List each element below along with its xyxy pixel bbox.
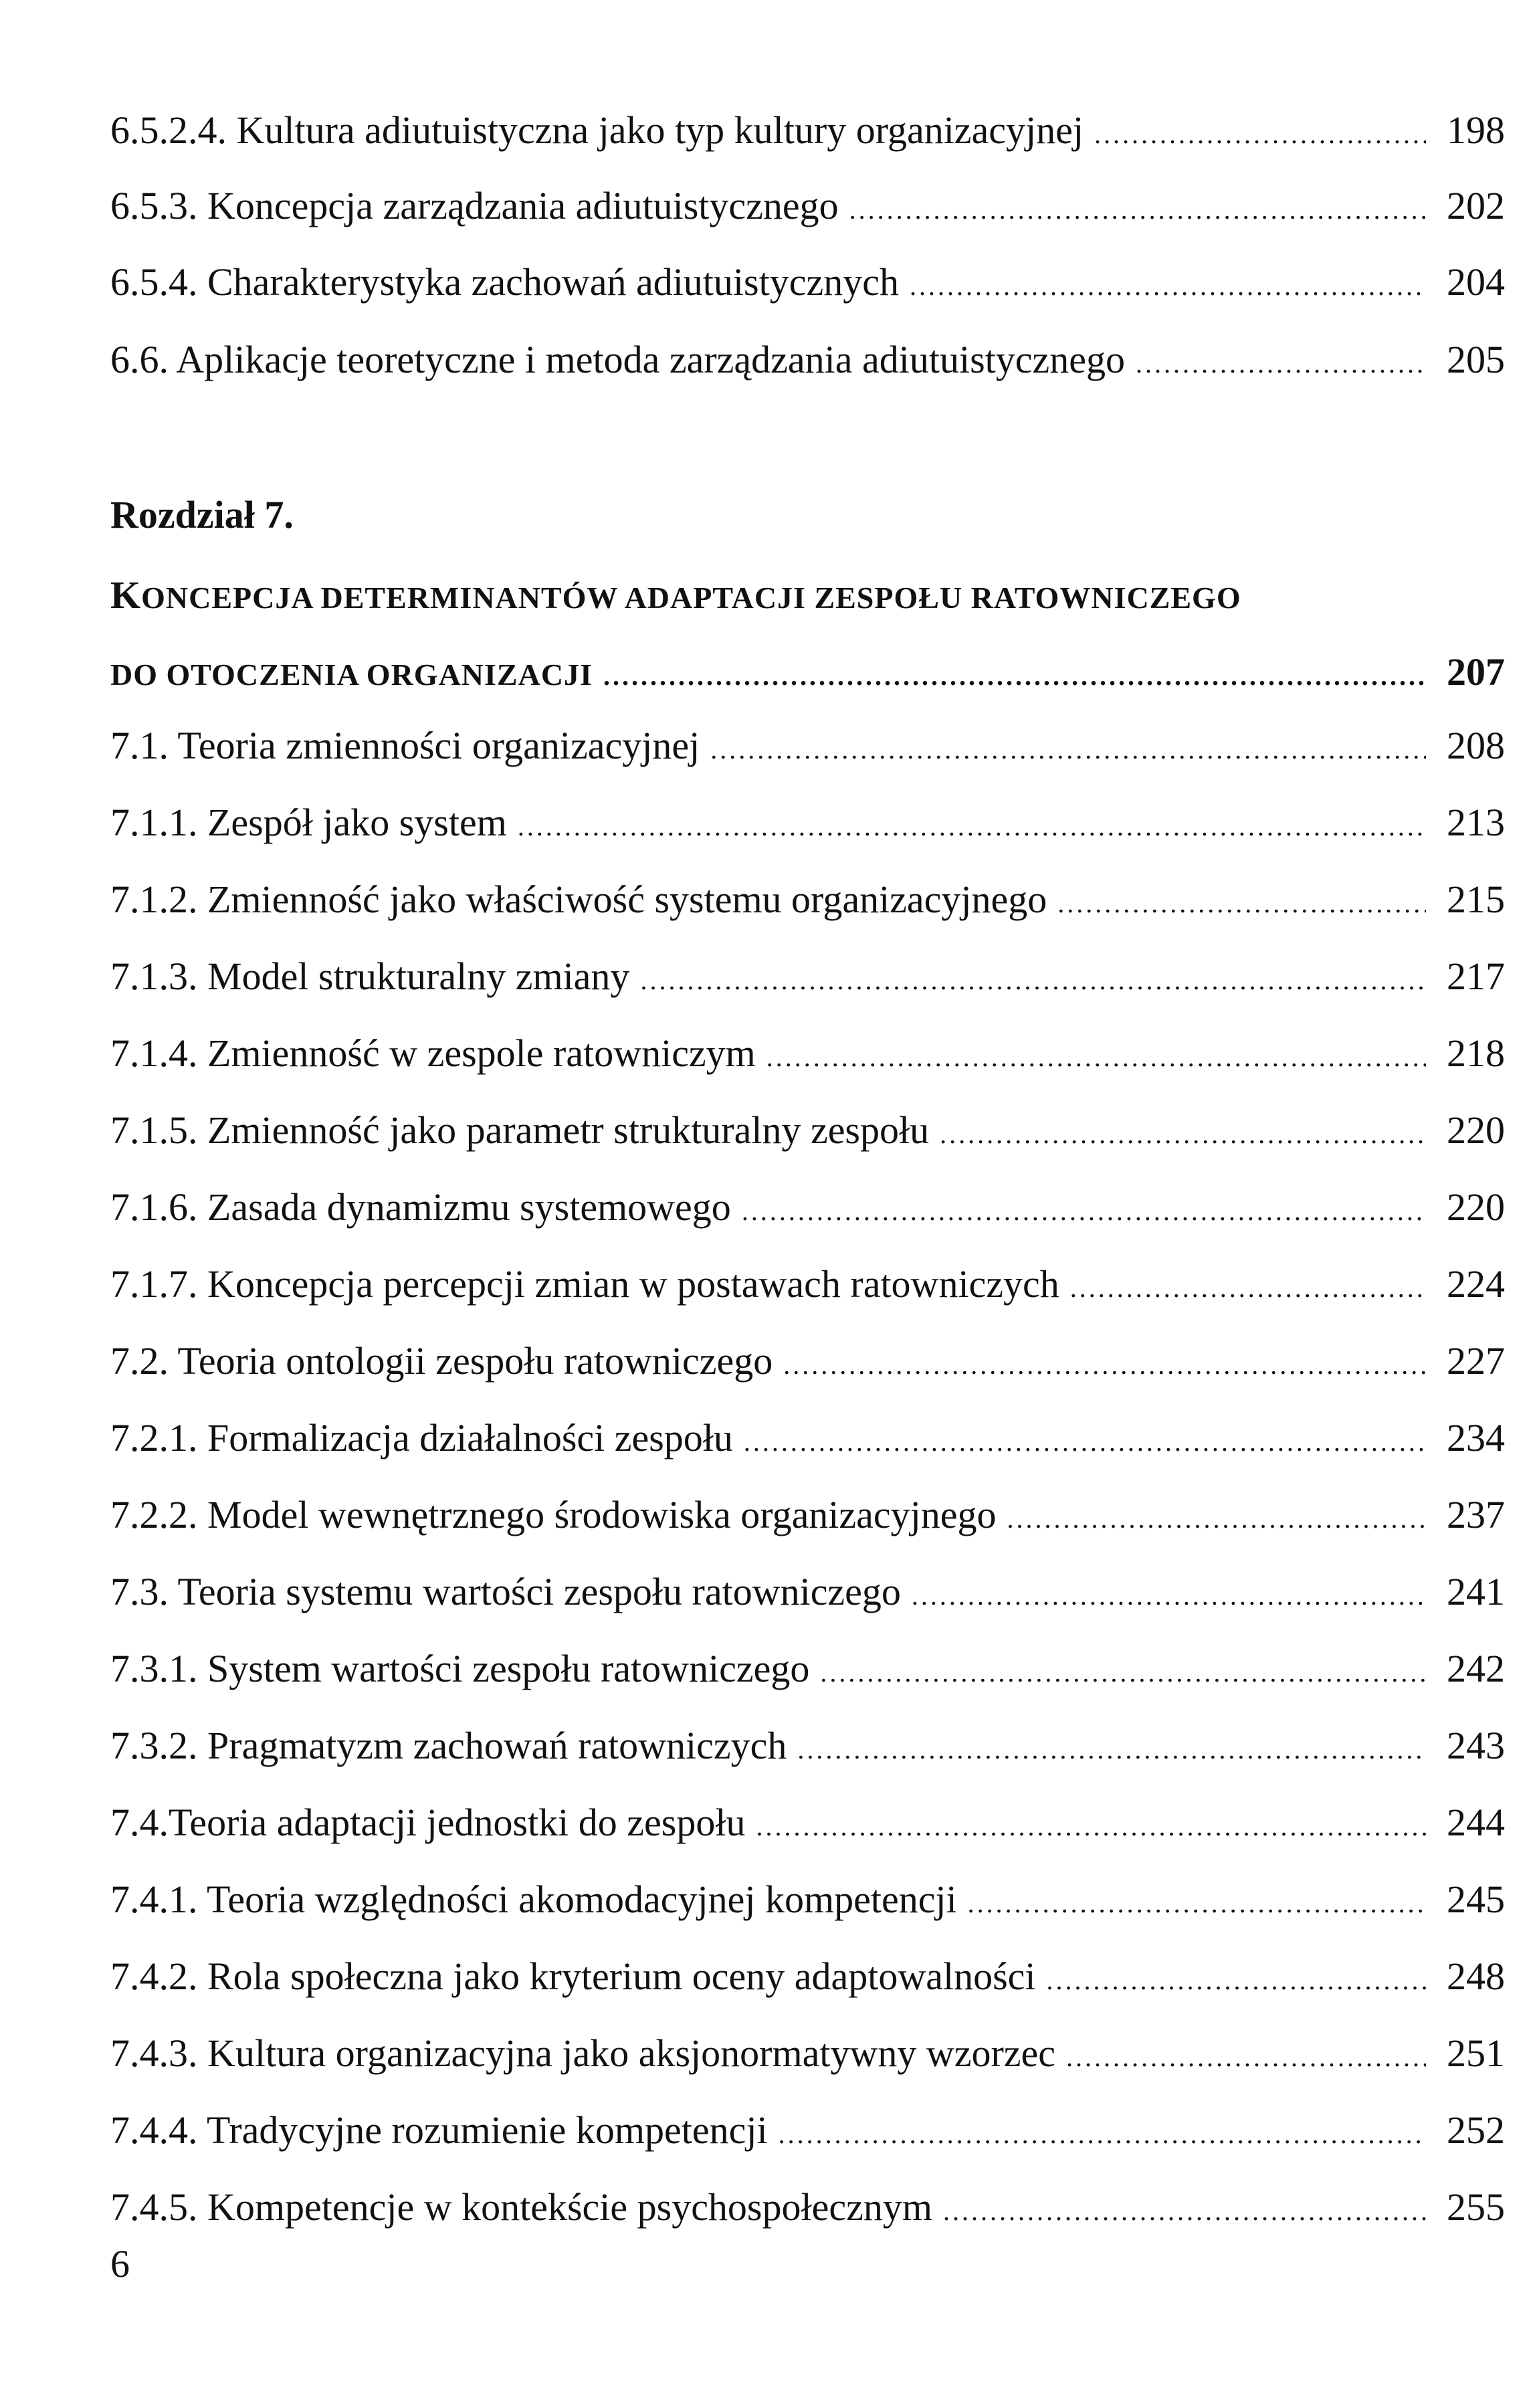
toc-entry: [110, 796, 1505, 849]
dot-leader: [1047, 1954, 1426, 2007]
toc-entry: [110, 873, 1505, 926]
toc-entry-title: 7.4.3. Kultura organizacyjna jako aksjonormatywny wzorzec: [110, 2031, 1056, 2075]
toc-entry: [110, 1642, 1505, 1696]
toc-entry: [110, 1334, 1505, 1388]
toc-entry-title: 6.5.2.4. Kultura adiutuistyczna jako typ kultury organizacyjnej: [110, 108, 1084, 152]
chapter-page: 207: [1447, 650, 1505, 694]
dot-leader: [849, 183, 1426, 237]
toc-entry-page: 204: [1447, 260, 1505, 304]
toc-entry-page: 213: [1447, 801, 1505, 844]
toc-entry: [110, 1258, 1505, 1311]
toc-entry-title: 7.2.2. Model wewnętrznego środowiska organizacyjnego: [110, 1493, 997, 1536]
toc-entry-page: 241: [1447, 1570, 1505, 1613]
toc-entry: [110, 1104, 1505, 1157]
toc-entry-page: 208: [1447, 724, 1505, 767]
toc-entry-page: 245: [1447, 1878, 1505, 1921]
dot-leader: [783, 1338, 1426, 1392]
dot-leader: [779, 2108, 1426, 2161]
toc-entry: [110, 1181, 1505, 1234]
dot-leader: [1070, 1262, 1426, 1315]
dot-leader: [820, 1646, 1426, 1700]
toc-entry-title: 7.4.1. Teoria względności akomodacyjnej kompetencji: [110, 1878, 957, 1921]
toc-entry-page: 220: [1447, 1185, 1505, 1229]
toc-entry-page: 242: [1447, 1647, 1505, 1690]
toc-entry-page: 215: [1447, 878, 1505, 921]
dot-leader: [640, 954, 1426, 1007]
toc-entry-title: 7.1.2. Zmienność jako właściwość systemu organizacyjnego: [110, 878, 1047, 921]
toc-entry-title: 7.3.1. System wartości zespołu ratowniczego: [110, 1647, 810, 1690]
dot-leader: [943, 2185, 1426, 2238]
toc-entry: [110, 333, 1505, 387]
dot-leader: [742, 1185, 1426, 1238]
toc-entry-title: 7.1. Teoria zmienności organizacyjnej: [110, 724, 700, 767]
toc-entry-title: 7.3. Teoria systemu wartości zespołu ratowniczego: [110, 1570, 901, 1613]
toc-entry-title: 7.1.7. Koncepcja percepcji zmian w postawach ratowniczych: [110, 1262, 1059, 1306]
toc-entry: [110, 1796, 1505, 1849]
toc-entry: [110, 2181, 1505, 2234]
dot-leader: [797, 1723, 1426, 1777]
toc-entry-title: 6.5.4. Charakterystyka zachowań adiutuistycznych: [110, 260, 899, 304]
toc-entry: [110, 1027, 1505, 1080]
toc-entry-page: 205: [1447, 338, 1505, 381]
dot-leader: [1094, 108, 1426, 161]
toc-entry-page: 243: [1447, 1724, 1505, 1767]
toc-entry-title: 7.1.4. Zmienność w zespole ratowniczym: [110, 1031, 756, 1075]
toc-entry: [110, 1950, 1505, 2003]
toc-entry-page: 227: [1447, 1339, 1505, 1383]
chapter-title-rest: ONCEPCJA DETERMINANTÓW ADAPTACJI ZESPOŁU RATOWNICZEGO: [141, 581, 1241, 615]
page-number: 6: [110, 2242, 130, 2286]
toc-entry: [110, 1565, 1505, 1619]
toc-entry-page: 234: [1447, 1416, 1505, 1460]
toc-entry-page: 244: [1447, 1801, 1505, 1844]
dot-leader: [910, 260, 1426, 313]
chapter-title-text: DO OTOCZENIA ORGANIZACJI: [110, 658, 593, 692]
toc-entry-page: 251: [1447, 2031, 1505, 2075]
dot-leader: [766, 1031, 1426, 1084]
toc-entry: [110, 2104, 1505, 2157]
dot-leader: [968, 1877, 1426, 1930]
dot-leader: [912, 1569, 1426, 1623]
toc-entry: [110, 2027, 1505, 2080]
chapter-title-initial: K: [110, 573, 142, 617]
toc-entry: [110, 104, 1505, 157]
dot-leader: [1136, 337, 1426, 391]
toc-entry-page: 255: [1447, 2185, 1505, 2229]
toc-entry-page: 218: [1447, 1031, 1505, 1075]
toc-entry-title: 7.4.5. Kompetencje w kontekście psychospołecznym: [110, 2185, 932, 2229]
chapter-title-line-2: [110, 645, 1505, 699]
toc-entry-title: 7.2.1. Formalizacja działalności zespołu: [110, 1416, 733, 1460]
dot-leader: [710, 723, 1426, 777]
toc-entry: [110, 719, 1505, 773]
dot-leader: [1007, 1492, 1426, 1546]
toc-entry-page: 220: [1447, 1108, 1505, 1152]
toc-entry-title: 6.5.3. Koncepcja zarządzania adiutuistycznego: [110, 184, 839, 227]
toc-entry-title: 7.1.1. Zespół jako system: [110, 801, 507, 844]
toc-entry-page: 198: [1447, 108, 1505, 152]
toc-entry-title: 7.1.3. Model strukturalny zmiany: [110, 955, 630, 998]
toc-entry-page: 248: [1447, 1954, 1505, 1998]
dot-leader: [1066, 2031, 1426, 2084]
chapter-heading: Rozdział 7.: [110, 493, 294, 536]
toc-entry-title: 7.4.4. Tradycyjne rozumienie kompetencji: [110, 2108, 768, 2152]
toc-entry-title: 7.2. Teoria ontologii zespołu ratowniczego: [110, 1339, 773, 1383]
chapter-title-line-1: [110, 569, 1241, 625]
dot-leader: [756, 1800, 1426, 1853]
toc-entry-title: 7.4.Teoria adaptacji jednostki do zespołu: [110, 1801, 746, 1844]
toc-entry-page: 224: [1447, 1262, 1505, 1306]
toc-entry-title: 7.1.5. Zmienność jako parametr strukturalny zespołu: [110, 1108, 930, 1152]
toc-entry-page: 217: [1447, 955, 1505, 998]
toc-entry: [110, 1488, 1505, 1542]
dot-leader: [603, 649, 1426, 703]
toc-entry: [110, 1873, 1505, 1926]
toc-entry-title: 7.1.6. Zasada dynamizmu systemowego: [110, 1185, 731, 1229]
dot-leader: [744, 1415, 1426, 1469]
toc-entry: [110, 950, 1505, 1003]
dot-leader: [1057, 877, 1426, 930]
toc-entry-title: 7.4.2. Rola społeczna jako kryterium oceny adaptowalności: [110, 1954, 1036, 1998]
toc-entry-page: 252: [1447, 2108, 1505, 2152]
dot-leader: [518, 800, 1426, 854]
toc-entry: [110, 1411, 1505, 1465]
toc-entry: [110, 1719, 1505, 1773]
toc-entry-title: 6.6. Aplikacje teoretyczne i metoda zarządzania adiutuistycznego: [110, 338, 1125, 381]
toc-entry: [110, 179, 1505, 233]
toc-entry: [110, 256, 1505, 309]
toc-entry-page: 237: [1447, 1493, 1505, 1536]
dot-leader: [940, 1108, 1426, 1161]
toc-entry-title: 7.3.2. Pragmatyzm zachowań ratowniczych: [110, 1724, 787, 1767]
toc-entry-page: 202: [1447, 184, 1505, 227]
